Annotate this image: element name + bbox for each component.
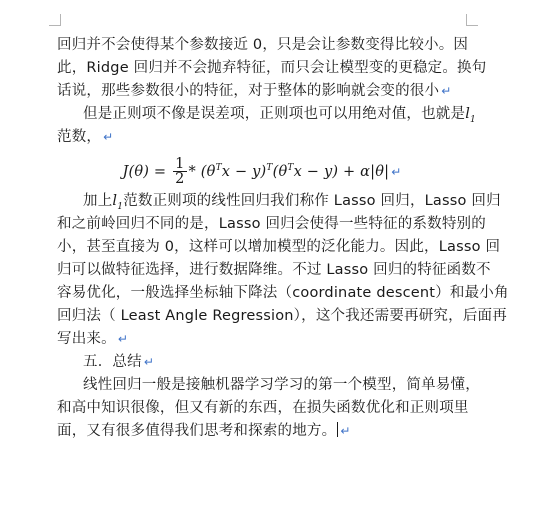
text-cursor (337, 422, 338, 437)
text-line: 加上$l_1$范数正则项的线性回归我们称作 Lasso 回归，Lasso 回归 (83, 193, 501, 212)
text-line: 回归并不会使得某个参数接近 0，只是会让参数变得比较小。因 (57, 37, 469, 53)
text-line: 容易优化，一般选择坐标轴下降法（coordinate descent）和最小角 (57, 285, 509, 301)
text-line: 话说，那些参数很小的特征，对于整体的影响就会变的很小 ↵ (57, 83, 452, 99)
page-corner-mark (466, 14, 478, 26)
page-corner-mark (49, 14, 61, 26)
paragraph-mark-icon: ↵ (391, 164, 402, 179)
text-line[interactable]: 面，又有很多值得我们思考和探索的地方。 ↵ (57, 423, 351, 439)
text-line: 范数， ↵ (57, 129, 114, 145)
text-line: 归可以做特征选择，进行数据降维。不过 Lasso 回归的特征函数不 (57, 262, 491, 278)
text-line: 和高中知识很像，但又有新的东西，在损失函数优化和正则项里 (57, 400, 469, 416)
text-line: 线性回归一般是接触机器学习学习的第一个模型，简单易懂， (83, 377, 480, 393)
paragraph-mark-icon: ↵ (103, 130, 114, 144)
section-heading: 五．总结 ↵ (83, 354, 155, 370)
text-line: 回归法（ Least Angle Regression），这个我还需要再研究，后面再 (57, 308, 507, 324)
paragraph-mark-icon: ↵ (340, 424, 351, 438)
text-line: 此，Ridge 回归并不会抛弃特征，而只会让模型变的更稳定。换句 (57, 60, 487, 76)
text-line: 写出来。 ↵ (57, 331, 129, 347)
paragraph-mark-icon: ↵ (441, 84, 452, 98)
formula: J(θ) = $\frac{1}{2}$ * $(\theta^Tx - y)^T(\theta^Tx - y) + \alpha|\theta|$ ↵ (122, 156, 402, 188)
paragraph-mark-icon: ↵ (117, 332, 129, 346)
text-line: 但是正则项不像是误差项，正则项也可以用绝对值，也就是$l_1$ (83, 106, 476, 125)
text-line: 小，甚至直接为 0，这样可以增加模型的泛化能力。因此，Lasso 回 (57, 239, 501, 255)
text-line: 和之前岭回归不同的是，Lasso 回归会使得一些特征的系数特别的 (57, 216, 486, 232)
paragraph-mark-icon: ↵ (143, 355, 155, 369)
